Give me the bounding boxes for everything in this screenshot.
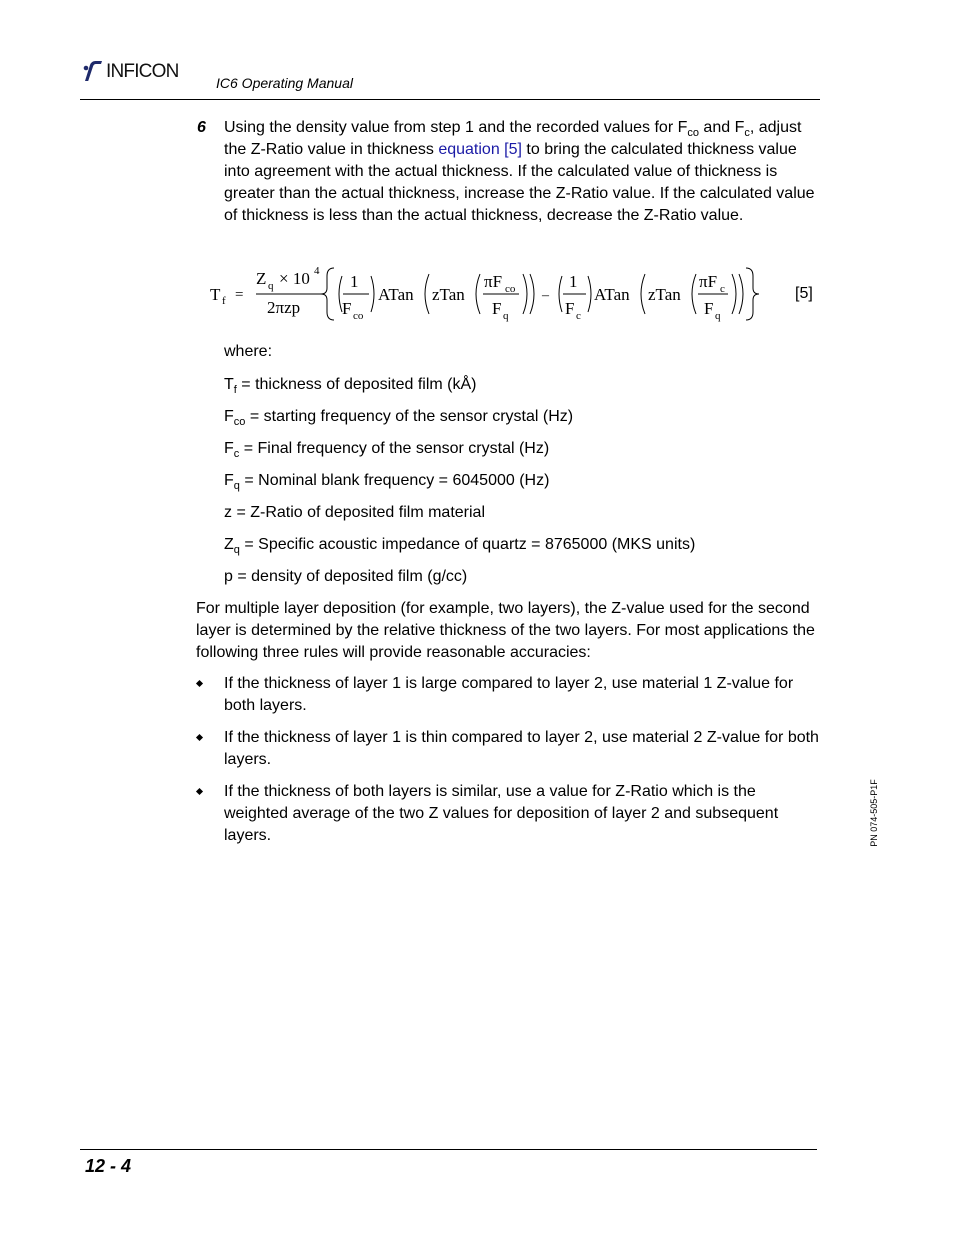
diamond-bullet-icon — [196, 680, 203, 687]
eq-minus: – — [542, 288, 549, 303]
definition-item: $Z_q$ = Specific acoustic impedance of quartz = 8765000 (MKS units) — [224, 536, 696, 556]
eq-pif-c: c — [720, 283, 725, 295]
definition-item: z = Z-Ratio of deposited film material — [224, 504, 485, 521]
step-6-paragraph: Using the density value from step 1 and the recorded values for $F_{co}$ and $F_c$, adjust the Z-Ratio value in thickness equation [5] to bring the calculated thickness value into agreement with the actual thickness. If the calculated value of thickness is greater than the actual thickness, increase the Z-Ratio value. If the calculated value of thickness is less than the actual thickness, decrease the Z-Ratio value. — [224, 119, 815, 224]
multilayer-paragraph: For multiple layer deposition (for example, two layers), the Z-value used for the second layer is determined by the relative thickness of the two layers. For most applications the following three rules will provide reasonable accuracies: — [196, 600, 815, 661]
eq-q-a: q — [503, 310, 509, 322]
eq-one-a: 1 — [350, 272, 359, 291]
eq-ztan-a: zTan — [432, 285, 465, 304]
list-item: If the thickness of both layers is similar, use a value for Z-Ratio which is the weighted average of the two Z values for deposition of layer 2 and subsequent layers. — [195, 781, 820, 847]
definition-item: $F_c$ = Final frequency of the sensor crystal (Hz) — [224, 440, 550, 460]
eq-c-b: c — [576, 310, 581, 322]
eq-atan-b: ATan — [594, 285, 630, 304]
rules-list — [195, 673, 820, 857]
list-item: If the thickness of layer 1 is large compared to layer 2, use material 1 Z-value for both layers. — [195, 673, 820, 717]
header-rule — [80, 99, 820, 100]
definition-item: $T_f$ = thickness of deposited film (kÅ) — [224, 376, 477, 396]
equation-number: [5] — [795, 285, 813, 302]
diamond-bullet-icon — [196, 734, 203, 741]
eq-lhs: T — [210, 285, 221, 304]
eq-pif-co: co — [505, 283, 516, 295]
eq-pif-a: πF — [484, 272, 503, 291]
eq-q-b: q — [715, 310, 721, 322]
eq-co-a: co — [353, 310, 364, 322]
eq-fq-a: F — [492, 299, 502, 318]
thickness-equation — [205, 262, 765, 326]
inficon-logo-mark-icon — [82, 59, 104, 83]
eq-ztan-b: zTan — [648, 285, 681, 304]
where-label: where: — [224, 343, 273, 360]
footer-rule — [80, 1149, 817, 1150]
part-number: PN 074-505-P1F — [869, 779, 879, 847]
eq-coef-times: × 10 — [279, 269, 310, 288]
manual-title: IC6 Operating Manual — [216, 75, 353, 91]
eq-equals: = — [235, 287, 244, 303]
eq-lhs-sub: f — [222, 295, 226, 307]
eq-coef-den: 2πzp — [267, 298, 301, 317]
eq-f-b: F — [565, 299, 575, 318]
page-number: 12 - 4 — [85, 1156, 132, 1176]
step-number: 6 — [197, 119, 206, 136]
logo-wordmark: INFICON — [106, 60, 179, 82]
inficon-logo — [82, 58, 179, 84]
definitions-list — [224, 374, 695, 598]
eq-coef-exp: 4 — [314, 265, 320, 277]
list-item: If the thickness of layer 1 is thin compared to layer 2, use material 2 Z-value for both layers. — [195, 727, 820, 771]
eq-coef-num: Z — [256, 269, 267, 288]
equation-5-link[interactable]: equation [5] — [438, 141, 522, 158]
eq-coef-num-sub: q — [268, 280, 274, 292]
eq-fq-b: F — [704, 299, 714, 318]
eq-one-b: 1 — [569, 272, 578, 291]
eq-pif-b: πF — [699, 272, 718, 291]
eq-atan-a: ATan — [378, 285, 414, 304]
diamond-bullet-icon — [196, 788, 203, 795]
definition-item: p = density of deposited film (g/cc) — [224, 568, 468, 585]
definition-item: $F_{co}$ = starting frequency of the sensor crystal (Hz) — [224, 408, 574, 428]
eq-f-a: F — [342, 299, 352, 318]
definition-item: $F_q$ = Nominal blank frequency = 6045000 (Hz) — [224, 472, 550, 492]
